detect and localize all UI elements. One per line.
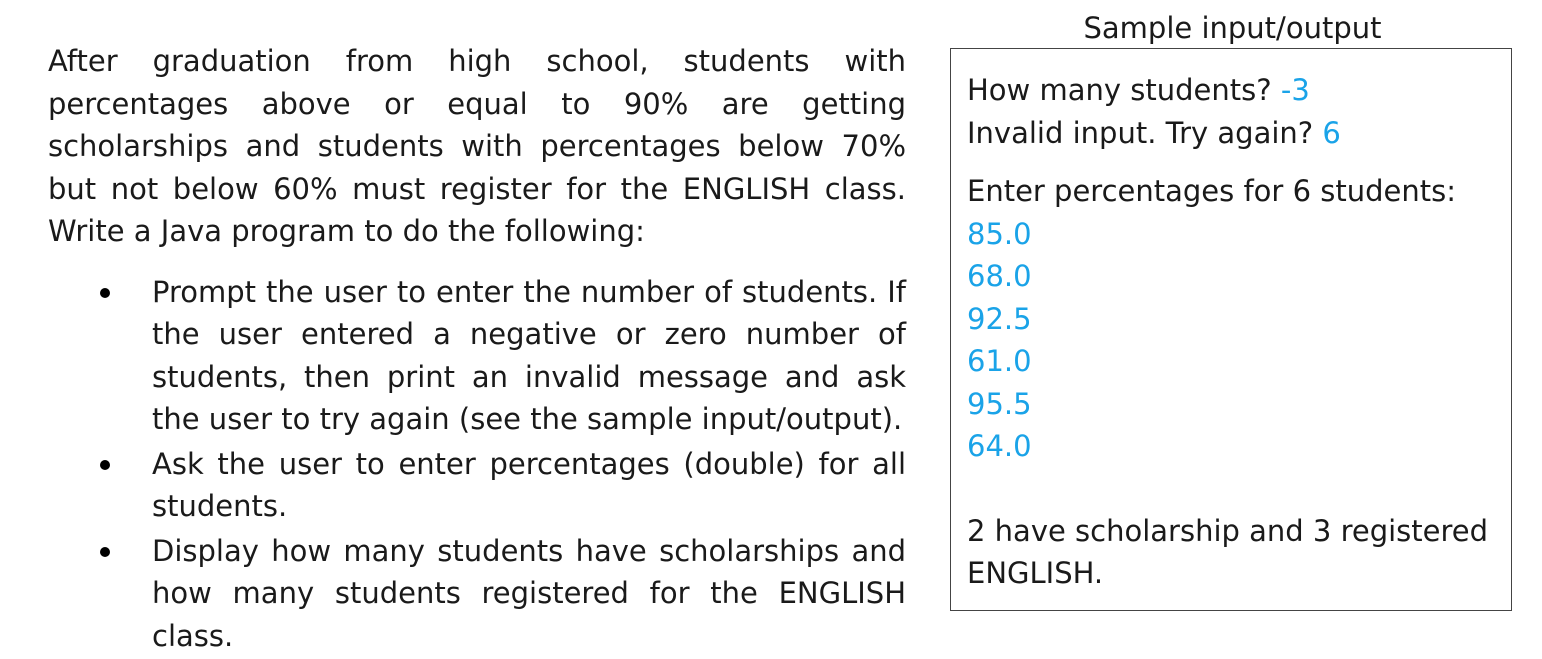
bullet-icon (100, 547, 110, 557)
console-content (967, 69, 1499, 595)
user-input-count-first: -3 (1280, 73, 1310, 107)
percentage-input: 95.5 (967, 386, 1032, 421)
result-summary: 2 have scholarship and 3 registered ENGLISH. (967, 513, 1489, 590)
requirement-text: Prompt the user to enter the number of students. If the user entered a negative or zero number of students, then print an invalid message and ask the user to try again (see the sample input/output). (152, 274, 906, 436)
requirement-text: Display how many students have scholarships and how many students registered for the ENGLISH class. (152, 533, 906, 653)
problem-statement (48, 40, 906, 659)
percentage-input: 92.5 (967, 301, 1032, 336)
percentage-input: 68.0 (967, 259, 1032, 293)
prompt-how-many: How many students? (967, 73, 1272, 107)
requirement-text: Ask the user to enter percentages (double) for all students. (152, 446, 906, 523)
user-input-count-retry: 6 (1322, 115, 1341, 150)
sample-console (950, 48, 1512, 611)
console-line (967, 69, 1499, 112)
prompt-enter-percentages: Enter percentages for 6 students: (967, 174, 1456, 208)
percentage-input: 85.0 (967, 216, 1032, 251)
requirement-item (48, 530, 906, 658)
spacer (967, 468, 1499, 510)
requirements-list (48, 271, 906, 658)
sample-title: Sample input/output (1083, 11, 1382, 45)
problem-intro: After graduation from high school, students with percentages above or equal to 90% are getting scholarships and students with percentages below 70% but not below 60% must register for the ENGLISH class. Write a Java program to do the following: (48, 44, 906, 248)
console-line (967, 112, 1499, 155)
requirement-item (48, 271, 906, 441)
percentage-input: 61.0 (967, 344, 1032, 378)
requirement-item (48, 443, 906, 528)
percentage-input: 64.0 (967, 429, 1032, 463)
spacer (967, 154, 1499, 170)
bullet-icon (100, 288, 110, 298)
bullet-icon (100, 460, 110, 470)
prompt-invalid: Invalid input. Try again? (967, 115, 1314, 150)
